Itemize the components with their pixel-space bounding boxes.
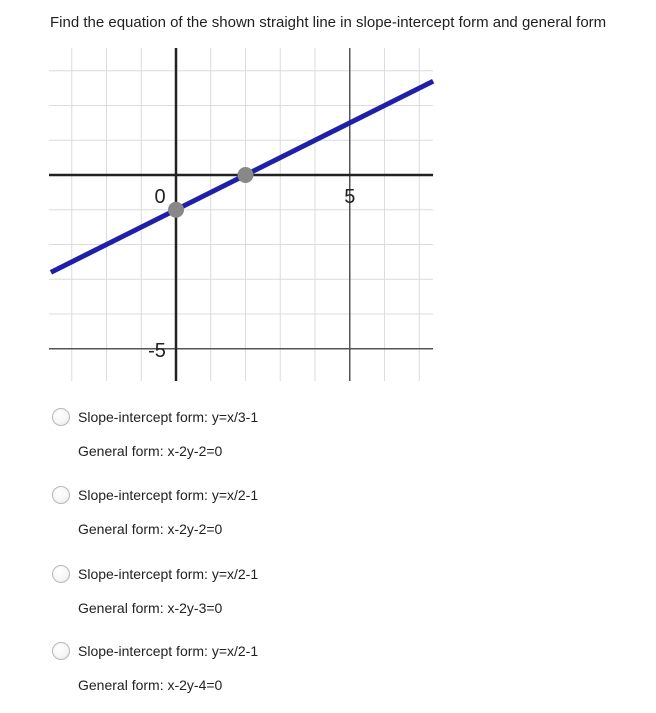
option-slope-intercept-text: Slope-intercept form: y=x/2-1 xyxy=(78,566,259,582)
tick-label-y-minus-5: -5 xyxy=(148,340,166,362)
radio-button[interactable] xyxy=(52,486,70,504)
question-text: Find the equation of the shown straight line in slope-intercept form and general form xyxy=(50,14,607,31)
radio-button[interactable] xyxy=(52,408,70,426)
option-general-form-text: General form: x-2y-2=0 xyxy=(78,443,223,459)
option-slope-intercept-text: Slope-intercept form: y=x/2-1 xyxy=(78,643,259,659)
option-slope-intercept-text: Slope-intercept form: y=x/2-1 xyxy=(78,487,259,503)
option-general-form-text: General form: x-2y-2=0 xyxy=(78,521,223,537)
line-point-1 xyxy=(168,202,184,218)
tick-label-x-0: 0 xyxy=(154,186,166,208)
option-general-form-text: General form: x-2y-3=0 xyxy=(78,600,223,616)
tick-label-x-5: 5 xyxy=(344,186,356,208)
line-point-2 xyxy=(238,167,254,183)
answer-option-1[interactable] xyxy=(52,408,352,468)
answer-option-4[interactable] xyxy=(52,642,352,702)
radio-button[interactable] xyxy=(52,565,70,583)
radio-button[interactable] xyxy=(52,642,70,660)
option-slope-intercept-text: Slope-intercept form: y=x/3-1 xyxy=(78,409,259,425)
option-general-form-text: General form: x-2y-4=0 xyxy=(78,677,223,693)
answer-option-3[interactable] xyxy=(52,565,352,625)
answer-option-2[interactable] xyxy=(52,486,352,546)
